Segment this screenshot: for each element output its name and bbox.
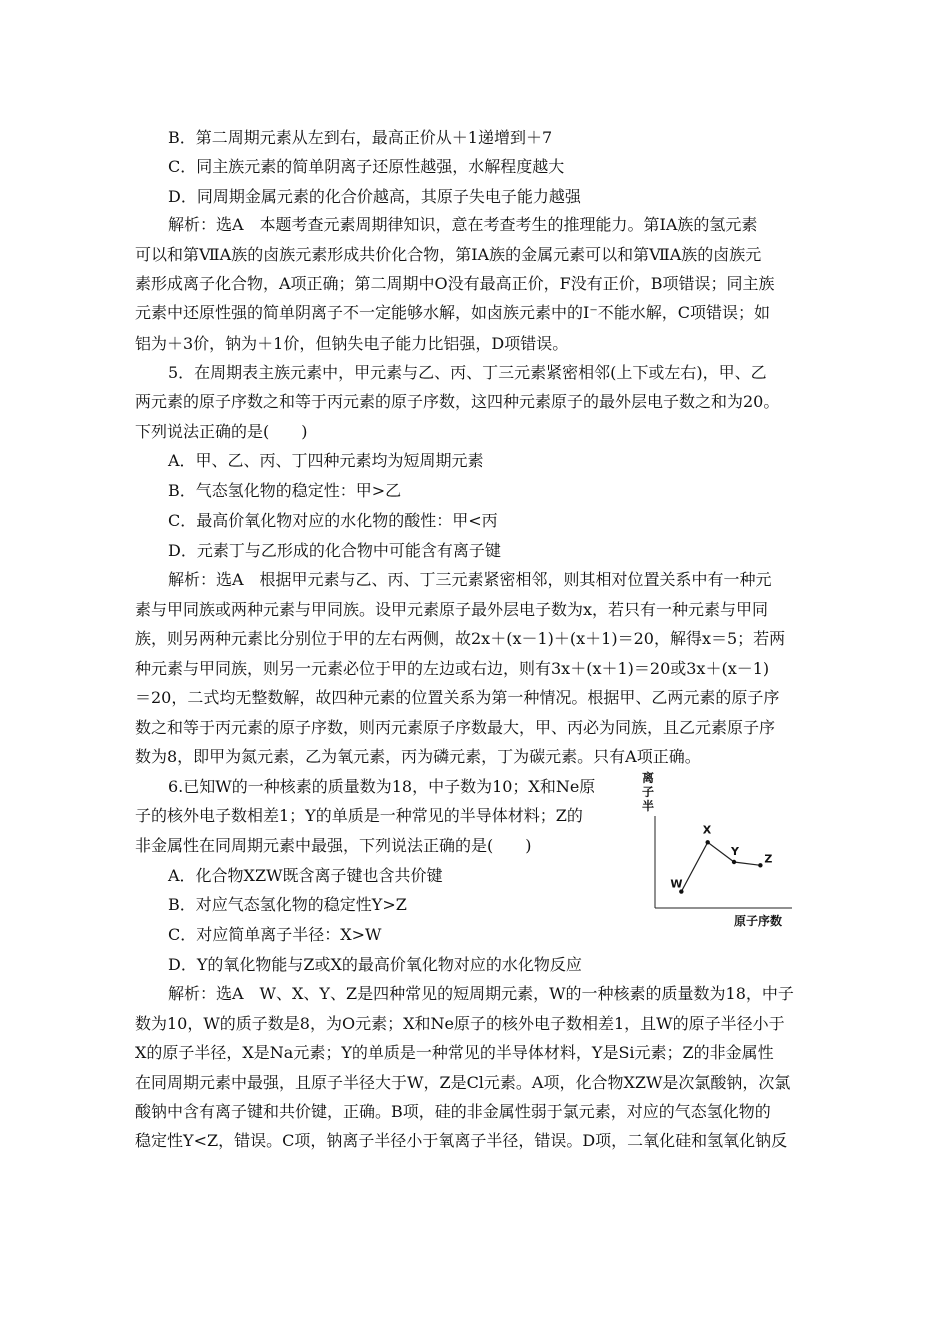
text-line: 数为10，W的质子数是8，为O元素；X和Ne原子的核外电子数相差1，且W的原子半径小于 (135, 1014, 785, 1033)
text-line: A．化合物XZW既含离子键也含共价键 (168, 866, 443, 885)
text-line: B．气态氢化物的稳定性：甲>乙 (168, 481, 402, 500)
text-line: 数为8，即甲为氮元素，乙为氧元素，丙为磷元素，丁为碳元素。只有A项正确。 (135, 747, 701, 766)
text-line: 素形成离子化合物，A项正确；第二周期中O没有最高正价，F没有正价，B项错误；同主族 (135, 274, 775, 293)
text-line: 可以和第ⅦA族的卤族元素形成共价化合物，第ⅠA族的金属元素可以和第ⅦA族的卤族元 (135, 245, 762, 264)
text-line: 稳定性Y<Z，错误。C项，钠离子半径小于氧离子半径，错误。D项，二氧化硅和氢氧化钠反 (135, 1131, 788, 1150)
text-line: X的原子半径，X是Na元素；Y的单质是一种常见的半导体材料，Y是Si元素；Z的非金属性 (135, 1043, 774, 1062)
chart-ylabel-char-2: 子 (642, 785, 655, 799)
text-line: B．第二周期元素从左到右，最高正价从＋1递增到＋7 (168, 128, 553, 147)
data-point-y (732, 860, 736, 864)
text-line: 解析：选A 根据甲元素与乙、丙、丁三元素紧密相邻，则其相对位置关系中有一种元 (168, 570, 772, 589)
text-line: B．对应气态氢化物的稳定性Y>Z (168, 895, 407, 914)
text-line: 酸钠中含有离子键和共价键，正确。B项，硅的非金属性弱于氯元素，对应的气态氢化物的 (135, 1102, 771, 1121)
text-line: 素与甲同族或两种元素与甲同族。设甲元素原子最外层电子数为x，若只有一种元素与甲同 (135, 600, 769, 619)
text-line: A．甲、乙、丙、丁四种元素均为短周期元素 (168, 451, 484, 470)
text-line: 种元素与甲同族，则另一元素必位于甲的左边或右边，则有3x＋(x＋1)＝20或3x＋(x－1) (135, 659, 770, 678)
text-line: 解析：选A 本题考查元素周期律知识，意在考查考生的推理能力。第ⅠA族的氢元素 (168, 215, 758, 234)
series-line (681, 842, 760, 891)
text-line: 6.已知W的一种核素的质量数为18，中子数为10；X和Ne原 (168, 777, 596, 796)
text-line: 族，则另两种元素比分别位于甲的左右两侧，故2x＋(x－1)＋(x＋1)＝20，解得x＝5；若两 (135, 629, 786, 648)
data-label-x: X (702, 823, 712, 837)
data-point-x (705, 840, 709, 844)
text-line: 两元素的原子序数之和等于丙元素的原子序数，这四种元素原子的最外层电子数之和为20。 (135, 392, 780, 411)
data-point-z (758, 863, 762, 867)
data-label-w: W (670, 877, 683, 891)
text-line: ＝20，二式均无整数解，故四种元素的位置关系为第一种情况。根据甲、乙两元素的原子序 (135, 688, 780, 707)
text-line: C．最高价氧化物对应的水化物的酸性：甲<丙 (168, 511, 498, 530)
text-line: 铝为＋3价，钠为＋1价，但钠失电子能力比铝强，D项错误。 (135, 334, 569, 353)
text-line: D．Y的氧化物能与Z或X的最高价氧化物对应的水化物反应 (168, 955, 582, 974)
data-label-z: Z (764, 852, 773, 866)
chart-ylabel-char-1: 离 (642, 771, 655, 785)
text-line: C．对应简单离子半径：X>W (168, 925, 382, 944)
ionic-radius-chart (630, 768, 810, 930)
text-line: D．元素丁与乙形成的化合物中可能含有离子键 (168, 541, 501, 560)
text-line: 下列说法正确的是( ) (135, 422, 308, 441)
text-line: 非金属性在同周期元素中最强，下列说法正确的是( ) (135, 836, 532, 855)
text-line: 元素中还原性强的简单阴离子不一定能够水解，如卤族元素中的I⁻不能水解，C项错误；如 (135, 303, 771, 322)
data-label-y: Y (731, 845, 740, 858)
text-line: 数之和等于丙元素的原子序数，则丙元素原子序数最大，甲、丙必为同族，且乙元素原子序 (135, 718, 776, 737)
chart-xlabel: 原子序数 (734, 914, 783, 928)
text-line: C．同主族元素的简单阴离子还原性越强，水解程度越大 (168, 157, 565, 176)
text-line: 解析：选A W、X、Y、Z是四种常见的短周期元素，W的一种核素的质量数为18，中子 (168, 984, 794, 1003)
text-line: 在同周期元素中最强，且原子半径大于W，Z是Cl元素。A项，化合物XZW是次氯酸钠，次氯 (135, 1073, 791, 1092)
text-line: 5．在周期表主族元素中，甲元素与乙、丙、丁三元素紧密相邻(上下或左右)，甲、乙 (168, 363, 767, 382)
text-line: D．同周期金属元素的化合价越高，其原子失电子能力越强 (168, 187, 581, 206)
chart-series (670, 823, 772, 893)
chart-ylabel-char-3: 半 (642, 799, 655, 813)
text-line: 子的核外电子数相差1；Y的单质是一种常见的半导体材料；Z的 (135, 806, 583, 825)
